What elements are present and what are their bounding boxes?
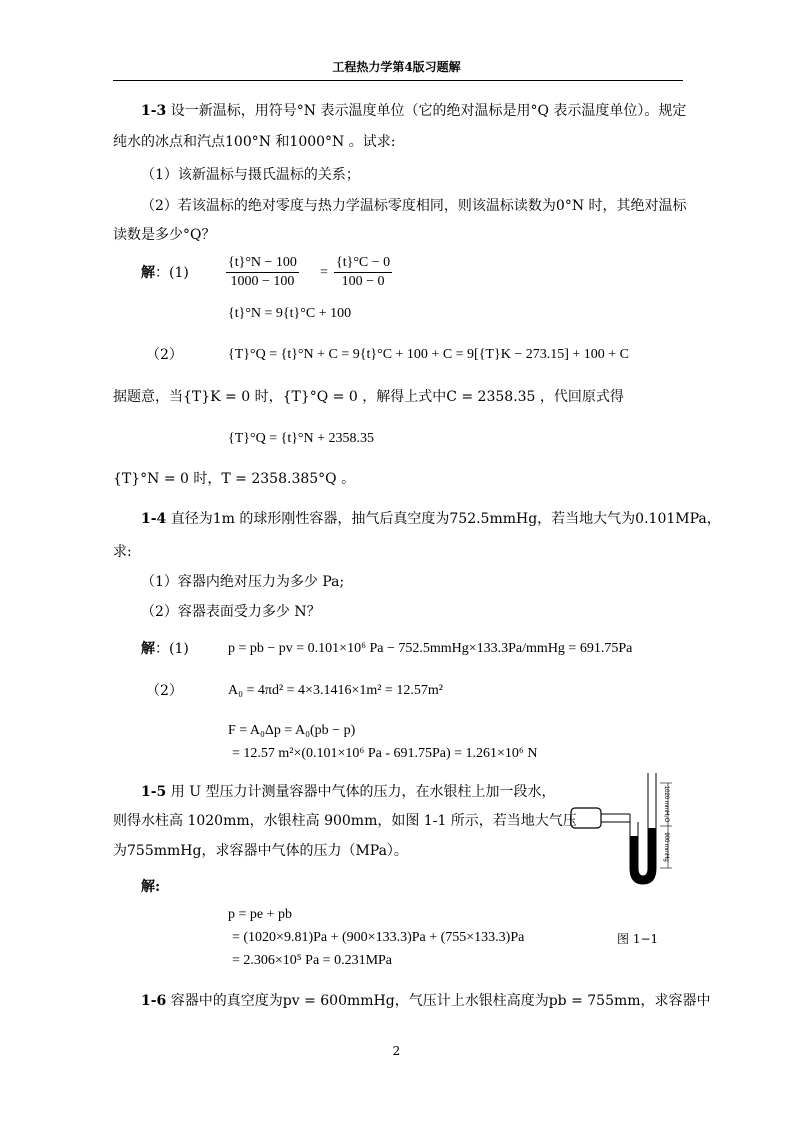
problem-1-4-line2: 求: xyxy=(113,544,132,560)
problem-text: 设一新温标，用符号°N 表示温度单位（它的绝对温标是用°Q 表示温度单位）。规定 xyxy=(170,103,687,119)
solution-text: {T}°N = 0 时，T = 2358.385°Q 。 xyxy=(113,471,356,487)
equation: {T}°Q = {t}°N + 2358.35 xyxy=(228,431,375,446)
mercury-height-label: 900 mmHg xyxy=(663,832,669,862)
problem-1-5-line2: 则得水柱高 1020mm，水银柱高 900mm，如图 1-1 所示，若当地大气压 xyxy=(113,813,577,829)
solution-label: 解: xyxy=(141,879,161,895)
equation: {T}°Q = {t}°N + C = 9{t}°C + 100 + C = 9[{T}K − 273.15] + 100 + C xyxy=(228,347,630,362)
problem-1-5-line1 xyxy=(141,783,555,801)
equation: A₀ = 4πd² = 4×3.1416×1m² = 12.57m² xyxy=(228,683,443,698)
part-label: （2） xyxy=(146,347,183,363)
problem-1-4-line1 xyxy=(141,510,721,528)
water-height-label: 1020 mmH₂O xyxy=(663,785,669,823)
fraction-numerator: {t}°N − 100 xyxy=(226,254,299,273)
container-vessel xyxy=(571,808,630,828)
problem-text: 容器中的真空度为pv = 600mmHg，气压计上水银柱高度为pb = 755mm，求容器中 xyxy=(170,993,711,1009)
problem-1-4-q1: （1）容器内绝对压力为多少 Pa; xyxy=(141,574,345,590)
solution-1-3-label xyxy=(141,264,189,282)
problem-text: 用 U 型压力计测量容器中气体的压力，在水银柱上加一段水， xyxy=(170,784,556,800)
running-header: 工程热力学第4版习题解 xyxy=(332,60,461,74)
fraction-denominator: 1000 − 100 xyxy=(230,274,295,289)
u-tube-manometer-figure xyxy=(568,768,688,893)
solution-1-4-label xyxy=(141,640,189,658)
equation: = 2.306×10⁵ Pa = 0.231MPa xyxy=(232,953,393,968)
problem-1-3-q2a: （2）若该温标的绝对零度与热力学温标零度相同，则该温标读数为0°N 时，其绝对温标 xyxy=(141,198,687,214)
solution-text: 据题意，当{T}K = 0 时，{T}°Q = 0 ，解得上式中C = 2358.35 ，代回原式得 xyxy=(113,389,624,405)
fraction-right xyxy=(334,254,392,291)
equation: = 12.57 m²×(0.101×10⁶ Pa - 691.75Pa) = 1.261×10⁶ N xyxy=(232,746,538,761)
problem-text: 直径为1m 的球形刚性容器，抽气后真空度为752.5mmHg，若当地大气为0.101MPa， xyxy=(170,511,721,527)
problem-1-6-line1 xyxy=(141,992,711,1010)
solution-label: 解 xyxy=(141,641,155,657)
solution-part: ：(1) xyxy=(155,265,189,281)
problem-1-3-q2b: 读数是多少°Q？ xyxy=(113,227,216,243)
problem-number: 1-4 xyxy=(141,511,167,527)
problem-number: 1-3 xyxy=(141,103,167,119)
solution-part: ：(1) xyxy=(155,641,189,657)
fraction-denominator: 100 − 0 xyxy=(341,274,385,289)
figure-caption: 图 1−1 xyxy=(617,932,659,946)
problem-number: 1-5 xyxy=(141,784,167,800)
problem-number: 1-6 xyxy=(141,993,167,1009)
part-label: （2） xyxy=(146,683,183,699)
problem-1-4-q2: （2）容器表面受力多少 N？ xyxy=(141,604,321,620)
solution-label: 解 xyxy=(141,265,155,281)
equation: {t}°N = 9{t}°C + 100 xyxy=(228,306,352,321)
equals-sign: = xyxy=(320,265,328,280)
equation: p = pe + pb xyxy=(228,907,293,922)
header-rule xyxy=(113,80,683,81)
equation: = (1020×9.81)Pa + (900×133.3)Pa + (755×133.3)Pa xyxy=(232,930,525,945)
problem-1-5-line3: 为755mmHg，求容器中气体的压力（MPa）。 xyxy=(113,843,408,859)
equation: F = A₀Δp = A₀(pb − p) xyxy=(228,723,356,738)
problem-1-3-line2: 纯水的冰点和汽点100°N 和1000°N 。试求: xyxy=(113,134,396,150)
problem-1-3-q1: （1）该新温标与摄氏温标的关系； xyxy=(141,167,360,183)
page-number: 2 xyxy=(392,1044,401,1058)
fraction-left xyxy=(226,254,299,291)
equation: p = pb − pv = 0.101×10⁶ Pa − 752.5mmHg×133.3Pa/mmHg = 691.75Pa xyxy=(228,641,633,656)
fraction-numerator: {t}°C − 0 xyxy=(334,254,392,273)
problem-1-3-line1 xyxy=(141,102,686,120)
